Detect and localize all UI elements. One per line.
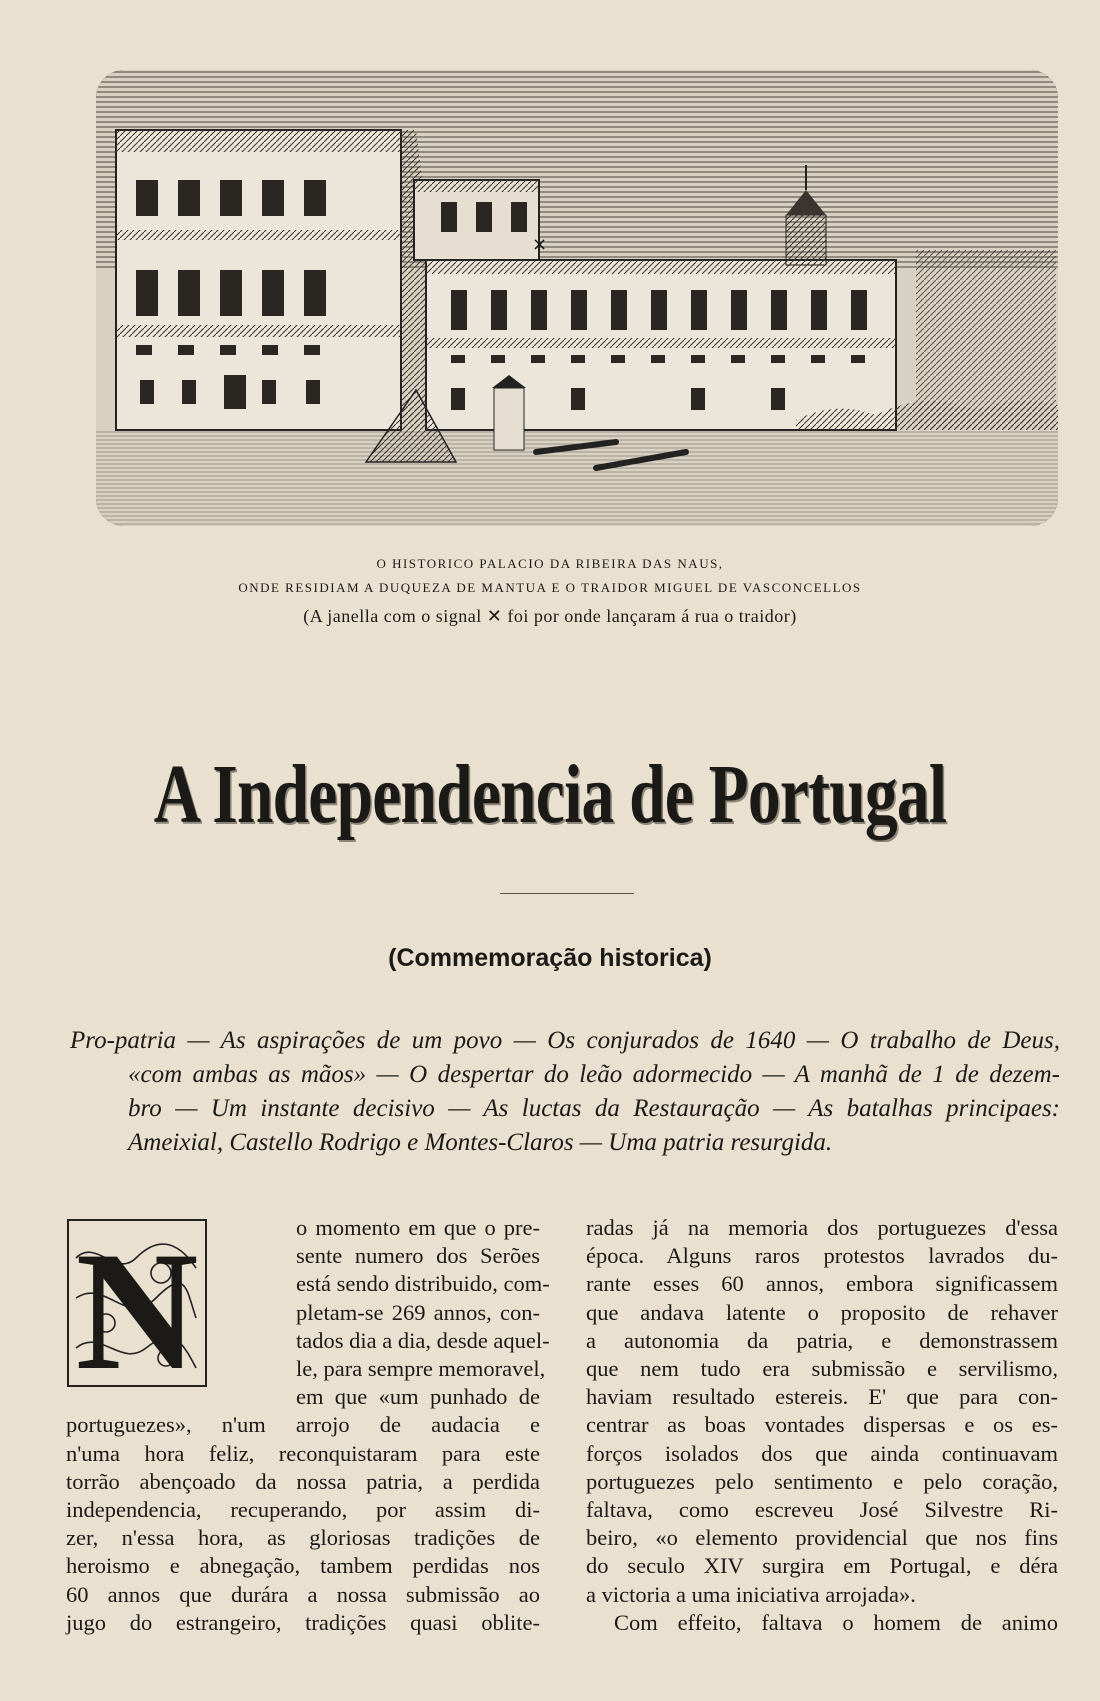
right-column: [586, 1214, 1058, 1637]
text-line: portuguezes pelo sentimento e pelo coração,: [586, 1468, 1058, 1494]
text-line: tados dia a dia, desde aquel-: [296, 1327, 550, 1353]
text-line: zer, n'essa hora, as gloriosas tradições de: [66, 1525, 540, 1551]
palace-illustration: [96, 70, 1058, 526]
text-line: heroismo e abnegação, tambem perdidas nos: [66, 1553, 540, 1579]
title-divider: [500, 893, 634, 894]
text-line: radas já na memoria dos portuguezes d'essa: [586, 1215, 1058, 1240]
text-line: a victoria a uma iniciativa arrojada».: [586, 1581, 916, 1607]
summary-line: «com ambas as mãos» — O despertar do leão adormecido — A manhã de 1 de dezem-: [128, 1061, 1060, 1088]
text-line: a autonomia da patria, e demonstrassem: [586, 1327, 1058, 1353]
text-line: rante esses 60 annos, embora significassem: [586, 1271, 1058, 1297]
text-line: haviam resultado estereis. E' que para con-: [586, 1384, 1058, 1410]
text-line: centrar as boas vontades dispersas e os es-: [586, 1412, 1058, 1438]
left-column: [66, 1214, 550, 1637]
text-line: época. Alguns raros protestos lavrados du-: [586, 1243, 1058, 1269]
text-line: em que «um punhado de: [296, 1384, 540, 1410]
caption-line-2: ONDE RESIDIAM A DUQUEZA DE MANTUA E O TRAIDOR MIGUEL DE VASCONCELLOS: [238, 580, 862, 595]
text-line: beiro, «o elemento providencial que nos fins: [586, 1525, 1058, 1551]
text-line: jugo do estrangeiro, tradições quasi oblite-: [66, 1609, 540, 1635]
svg-text:×: ×: [532, 234, 548, 255]
text-line: portuguezes», n'um arrojo de audacia e: [66, 1412, 540, 1438]
summary-line: bro — Um instante decisivo — As luctas da Restauração — As batalhas principaes:: [128, 1095, 1060, 1122]
text-line: pletam-se 269 annos, con-: [296, 1299, 540, 1325]
svg-text:N: N: [75, 1218, 199, 1388]
article-title: A Independencia de Portugal: [153, 748, 947, 841]
text-line: faltava, como escreveu José Silvestre Ri-: [586, 1497, 1058, 1523]
text-line: que andava latente o proposito de rehaver: [586, 1299, 1058, 1325]
caption-line-1: O HISTORICO PALACIO DA RIBEIRA DAS NAUS,: [376, 556, 724, 571]
summary-line: Ameixial, Castello Rodrigo e Montes-Claros — Uma patria resurgida.: [128, 1129, 833, 1156]
text-line: torrão abençoado da nossa patria, a perdida: [66, 1468, 540, 1494]
text-line: independencia, recuperando, por assim di-: [66, 1497, 540, 1523]
text-line: n'uma hora feliz, reconquistaram para este: [66, 1440, 540, 1466]
summary-line: Pro-patria — As aspirações de um povo — Os conjurados de 1640 — O trabalho de Deus,: [70, 1027, 1060, 1054]
article-summary: [70, 1024, 1060, 1160]
palace-engraving: [96, 70, 1058, 526]
text-line: sente numero dos Serões: [296, 1243, 540, 1269]
caption-line-3: (A janella com o signal ✕ foi por onde lançaram á rua o traidor): [303, 606, 797, 626]
text-line: está sendo distribuido, com-: [296, 1271, 550, 1297]
text-line: forços isolados dos que ainda continuavam: [586, 1440, 1058, 1466]
article-subtitle: (Commemoração historica): [388, 944, 712, 972]
text-line: 60 annos que durára a nossa submissão ao: [66, 1581, 540, 1607]
text-line: que nem tudo era submissão e servilismo,: [586, 1356, 1058, 1382]
text-line: do seculo XIV surgira em Portugal, e déra: [586, 1553, 1058, 1579]
text-line: le, para sempre memoravel,: [296, 1356, 546, 1382]
text-line: o momento em que o pre-: [296, 1215, 540, 1240]
text-line: Com effeito, faltava o homem de animo: [614, 1609, 1058, 1635]
